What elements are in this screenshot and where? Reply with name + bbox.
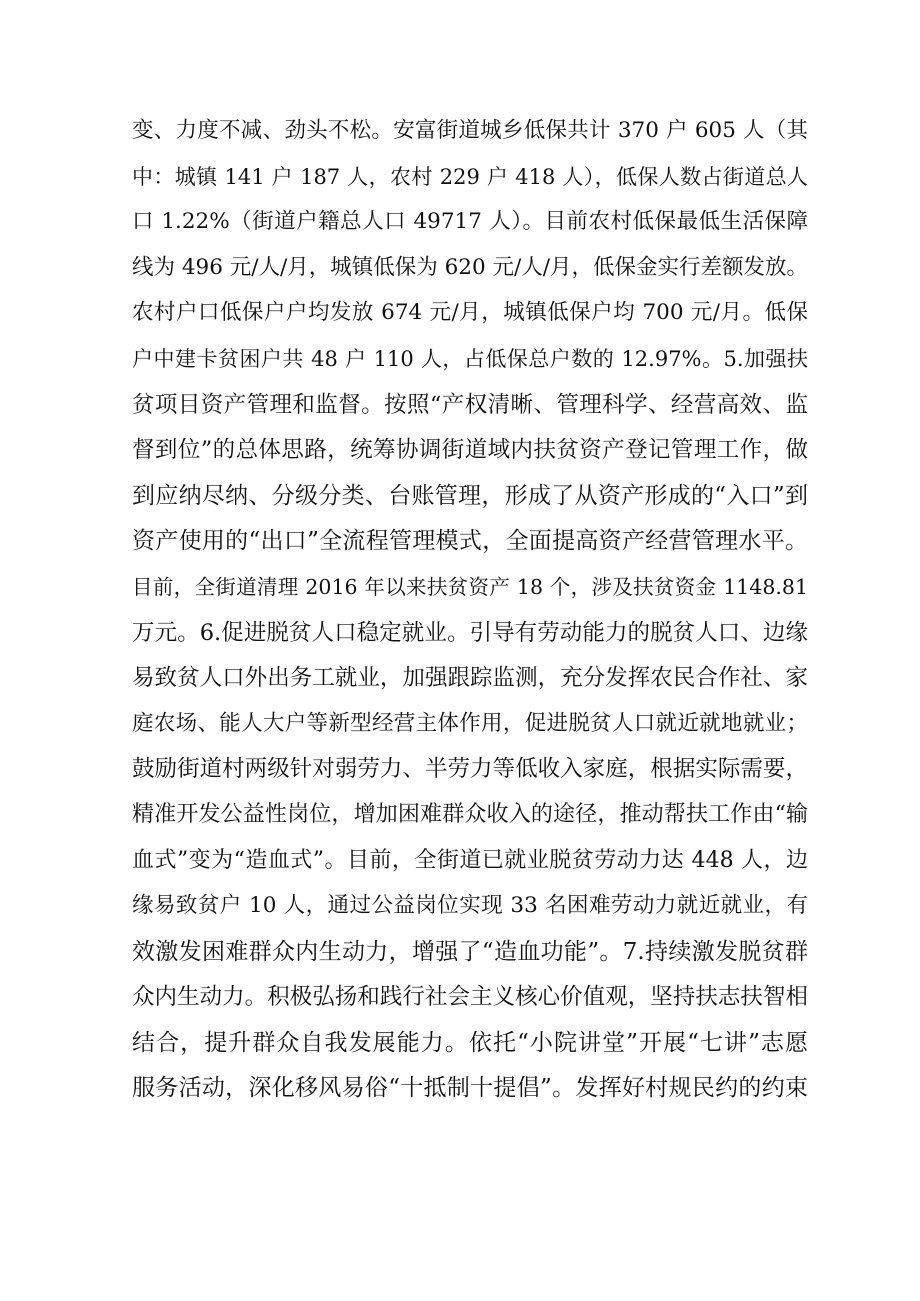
text-line: 结合，提升群众自我发展能力。依托“小院讲堂”开展“七讲”志愿 xyxy=(132,1029,808,1056)
text-line: 线为 496 元/人/月，城镇低保为 620 元/人/月，低保金实行差额发放。 xyxy=(132,254,808,280)
text-line: 易致贫人口外出务工就业，加强跟踪监测，充分发挥农民合作社、家 xyxy=(132,665,808,692)
text-line: 资产使用的“出口”全流程管理模式，全面提高资产经营管理水平。 xyxy=(132,528,808,555)
text-line: 目前，全街道清理 2016 年以来扶贫资产 18 个，涉及扶贫资金 1148.81 xyxy=(132,574,808,599)
text-line: 口 1.22%（街道户籍总人口 49717 人）。目前农村低保最低生活保障 xyxy=(132,209,808,235)
text-line: 中：城镇 141 户 187 人，农村 229 户 418 人），低保人数占街道总人 xyxy=(132,164,808,189)
text-line: 缘易致贫户 10 人，通过公益岗位实现 33 名困难劳动力就近就业，有 xyxy=(132,893,808,919)
text-line: 贫项目资产管理和监督。按照“产权清晰、管理科学、经营高效、监 xyxy=(132,391,808,418)
text-line: 血式”变为“造血式”。目前，全街道已就业脱贫劳动力达 448 人，边 xyxy=(132,847,808,873)
text-line: 效激发困难群众内生动力，增强了“造血功能”。7.持续激发脱贫群 xyxy=(132,938,808,965)
text-line: 服务活动，深化移风易俗“十抵制十提倡”。发挥好村规民约的约束 xyxy=(132,1075,808,1102)
text-line: 变、力度不减、劲头不松。安富街道城乡低保共计 370 户 605 人（其 xyxy=(132,118,808,143)
text-line: 鼓励街道村两级针对弱劳力、半劳力等低收入家庭，根据实际需要， xyxy=(132,756,808,783)
text-line: 农村户口低保户户均发放 674 元/月，城镇低保户均 700 元/月。低保 xyxy=(132,300,808,326)
text-line: 到应纳尽纳、分级分类、台账管理，形成了从资产形成的“入口”到 xyxy=(132,482,808,509)
text-line: 精准开发公益性岗位，增加困难群众收入的途径，推动帮扶工作由“输 xyxy=(132,801,808,827)
document-body-text xyxy=(132,112,808,1115)
text-line: 庭农场、能人大户等新型经营主体作用，促进脱贫人口就近就地就业； xyxy=(132,710,808,736)
text-line: 督到位”的总体思路，统筹协调街道域内扶贫资产登记管理工作，做 xyxy=(132,437,808,464)
text-line: 万元。6.促进脱贫人口稳定就业。引导有劳动能力的脱贫人口、边缘 xyxy=(132,619,808,646)
text-line: 众内生动力。积极弘扬和践行社会主义核心价值观，坚持扶志扶智相 xyxy=(132,984,808,1011)
text-line: 户中建卡贫困户共 48 户 110 人，占低保总户数的 12.97%。5.加强扶 xyxy=(132,346,808,371)
